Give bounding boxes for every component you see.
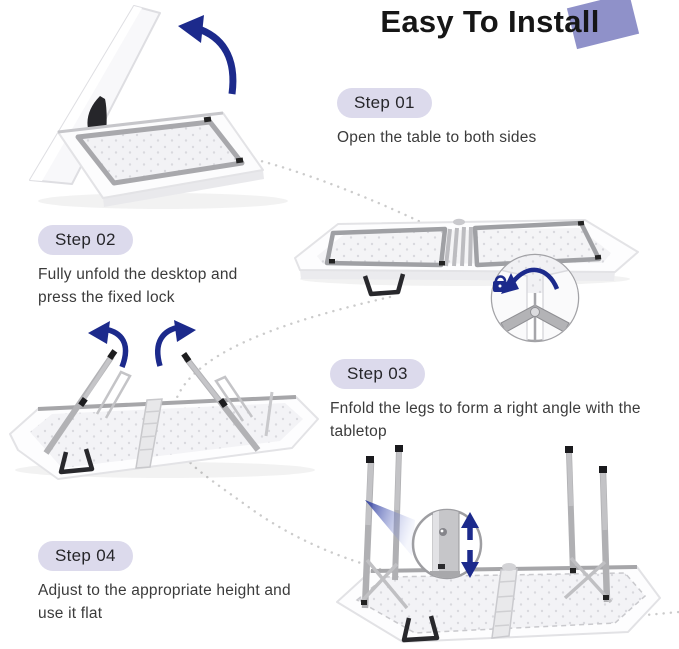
flat-table-half [58, 113, 264, 207]
step3-illustration-unfold-legs [0, 320, 322, 484]
step-01-description: Open the table to both sides [337, 129, 537, 146]
step1-illustration-half-open-table [8, 0, 338, 212]
step-04-badge: Step 04 [38, 541, 133, 571]
step-03-badge: Step 03 [330, 359, 425, 389]
step2-illustration-unfolded-table [285, 193, 679, 345]
step-02-block [38, 225, 276, 310]
step-04-description: Adjust to the appropriate height and use it flat [38, 582, 291, 622]
step4-illustration-extended-legs [315, 440, 679, 649]
step-03-block [330, 359, 665, 444]
step-04-block [38, 541, 308, 626]
unfolded-tabletop [295, 219, 638, 281]
step-03-description: Fnfold the legs to form a right angle with the tabletop [330, 400, 641, 440]
title-block [330, 4, 650, 40]
step-01-block [337, 88, 607, 150]
step-01-badge: Step 01 [337, 88, 432, 118]
page-title: Easy To Install [380, 4, 600, 39]
open-arrow-icon [178, 15, 233, 94]
step-02-badge: Step 02 [38, 225, 133, 255]
step-02-description: Fully unfold the desktop and press the fixed lock [38, 266, 238, 306]
zoom-beam [365, 500, 415, 556]
